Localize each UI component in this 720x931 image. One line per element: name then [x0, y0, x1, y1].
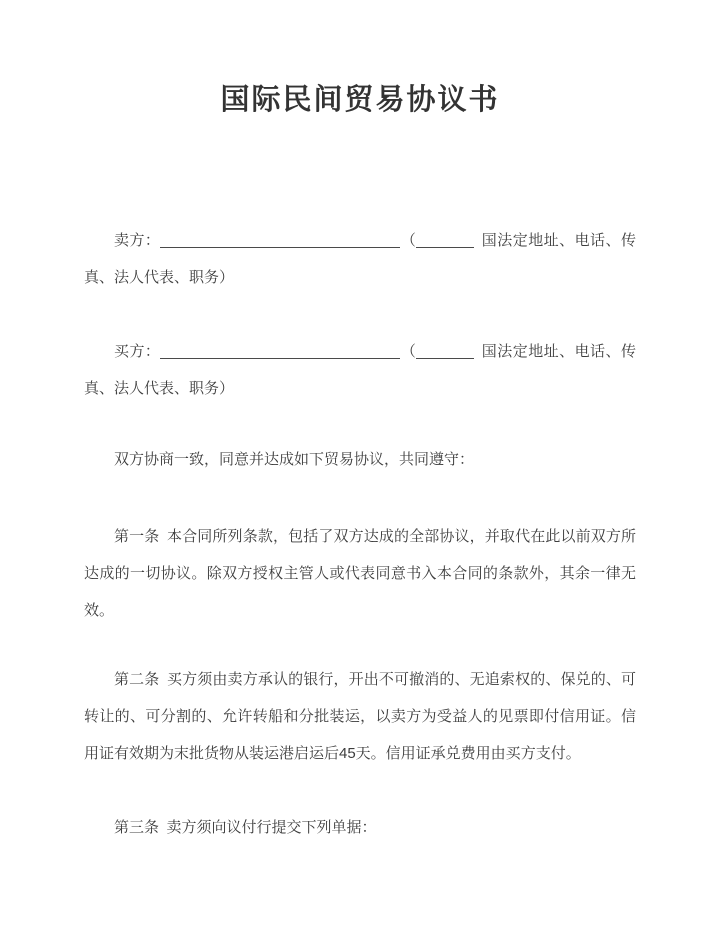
- article-3-paragraph: [84, 809, 636, 846]
- buyer-label: 买方：: [114, 343, 161, 360]
- buyer-details: 国法定地址、电话、传真、法人代表、职务）: [84, 343, 636, 397]
- article-1-line: 第一条 本合同所列条款，包括了双方达成的全部协议，并取代在此以前双方所: [114, 528, 636, 545]
- seller-country-blank: [416, 233, 474, 248]
- article-1-paragraph: [84, 518, 636, 629]
- buyer-name-blank: [160, 344, 400, 359]
- article-2-line: 用证有效期为末批货物从装运港启运后45天。信用证承兑费用由买方支付。: [84, 745, 581, 762]
- article-1-line: 效。: [84, 602, 115, 619]
- buyer-country-blank: [416, 344, 474, 359]
- buyer-line: [84, 333, 636, 407]
- seller-label: 卖方：: [114, 232, 161, 249]
- seller-details: 国法定地址、电话、传真、法人代表、职务）: [84, 232, 636, 286]
- preamble-text: 双方协商一致，同意并达成如下贸易协议，共同遵守：: [114, 451, 475, 468]
- open-paren: （: [400, 343, 417, 360]
- preamble-paragraph: [84, 441, 636, 478]
- seller-name-blank: [160, 233, 400, 248]
- seller-line: [84, 222, 636, 296]
- article-2-line: 转让的、可分割的、允许转船和分批装运，以卖方为受益人的见票即付信用证。信: [84, 708, 636, 725]
- article-2-paragraph: [84, 661, 636, 772]
- article-1-line: 达成的一切协议。除双方授权主管人或代表同意书入本合同的条款外，其余一律无: [84, 565, 636, 582]
- article-3-line: 第三条 卖方须向议付行提交下列单据：: [114, 819, 377, 836]
- document-title: 国际民间贸易协议书: [220, 84, 500, 116]
- article-2-line: 第二条 买方须由卖方承认的银行，开出不可撤消的、无追索权的、保兑的、可: [114, 671, 636, 688]
- open-paren: （: [400, 232, 417, 249]
